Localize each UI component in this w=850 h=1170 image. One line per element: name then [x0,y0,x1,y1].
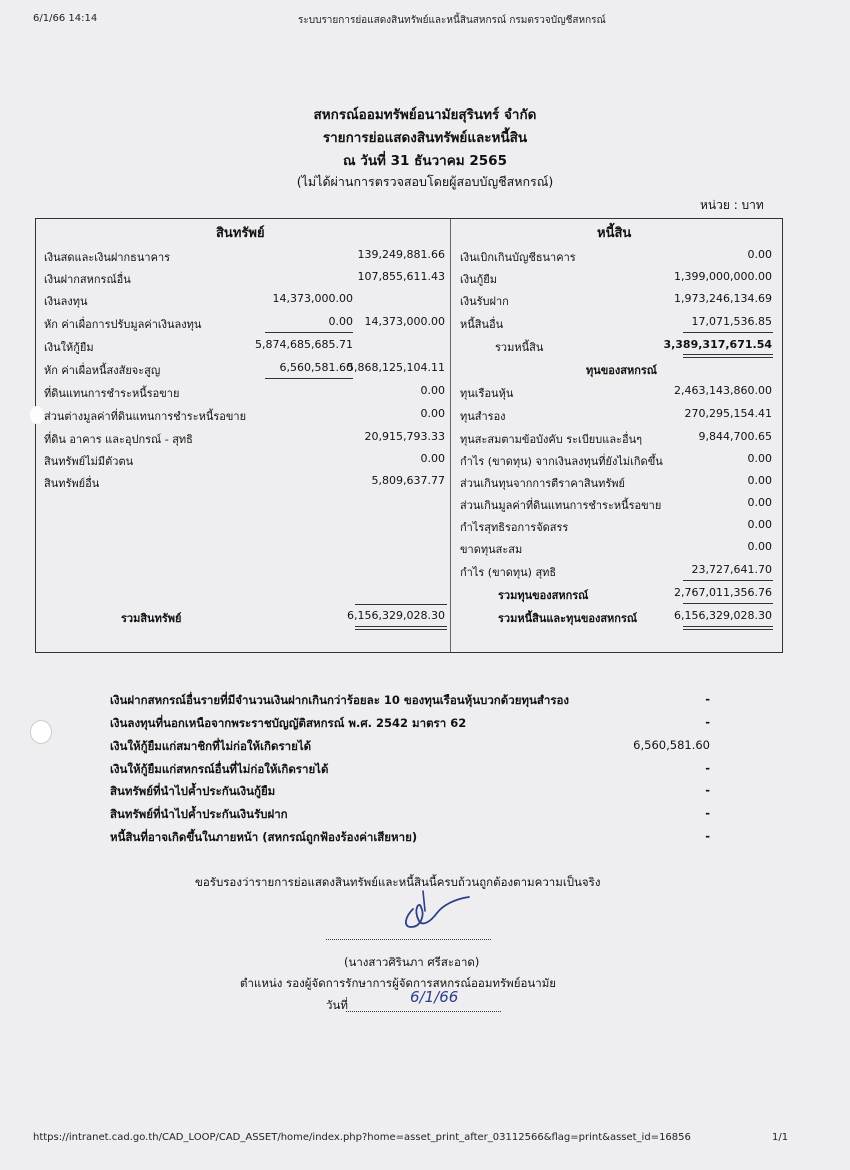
note-label: สินทรัพย์ที่นำไปค้ำประกันเงินรับฝาก [110,807,288,821]
liability-total-double-underline [683,357,773,358]
page-number: 1/1 [772,1132,789,1143]
equity-value: 270,295,154.41 [684,407,772,420]
liability-label: หนี้สินอื่น [460,318,504,331]
asset-value: 107,855,611.43 [357,270,445,283]
handwritten-date: 6/1/66 [410,988,459,1006]
asset-subvalue: 0.00 [328,315,353,328]
note-label: สินทรัพย์ที่นำไปค้ำประกันเงินกู้ยืม [110,784,276,798]
asset-value: 0.00 [420,452,445,465]
asset-label: เงินลงทุน [44,295,88,308]
equity-label: ทุนสำรอง [460,410,506,423]
asset-label: เงินให้กู้ยืม [44,341,94,354]
equity-label: ส่วนเกินมูลค่าที่ดินแทนการชำระหนี้รอขาย [460,499,662,512]
asset-value: 5,809,637.77 [371,474,445,487]
signer-position: ตำแหน่ง รองผู้จัดการรักษาการผู้จัดการสหกรณ์ออมทรัพย์อนามัย [240,976,557,990]
equity-label: กำไร (ขาดทุน) สุทธิ [460,566,557,579]
note-value: - [705,715,710,729]
asset-label: เงินสดและเงินฝากธนาคาร [44,251,171,264]
equity-value: 0.00 [747,540,772,553]
note-label: เงินให้กู้ยืมแก่สหกรณ์อื่นที่ไม่ก่อให้เกิดรายได้ [110,762,329,776]
note-value: - [705,829,710,843]
liabilities-header: หนี้สิน [597,226,632,241]
total-overline [355,604,447,605]
assets-total-value: 6,156,329,028.30 [347,609,445,622]
asset-label: ที่ดิน อาคาร และอุปกรณ์ - สุทธิ [44,433,193,446]
asset-label: เงินฝากสหกรณ์อื่น [44,273,131,286]
liability-value: 0.00 [747,248,772,261]
equity-subtotal-underline [683,580,773,581]
asset-label: สินทรัพย์อื่น [44,477,100,490]
subtotal-underline [265,332,353,333]
signature-icon [395,887,475,935]
liability-label: เงินเบิกเกินบัญชีธนาคาร [460,251,576,264]
signer-name: (นางสาวศิรินภา ศรีสะอาด) [344,955,480,969]
note-value: - [705,806,710,820]
equity-label: ส่วนเกินทุนจากการตีราคาสินทรัพย์ [460,477,625,490]
print-system-title: ระบบรายการย่อแสดงสินทรัพย์และหนี้สินสหกรณ์ กรมตรวจบัญชีสหกรณ์ [298,15,606,26]
asset-label: หัก ค่าเผื่อการปรับมูลค่าเงินลงทุน [44,318,202,331]
note-value: 6,560,581.60 [633,738,710,752]
equity-value: 2,463,143,860.00 [674,384,772,397]
note-value: - [705,761,710,775]
print-url: https://intranet.cad.go.th/CAD_LOOP/CAD_ASSET/home/index.php?home=asset_print_after_03112566&flag=print&asset_id=16856 [33,1132,691,1143]
liabilities-total-value: 3,389,317,671.54 [663,338,772,351]
grand-total-double-underline [683,629,773,630]
report-name: รายการย่อแสดงสินทรัพย์และหนี้สิน [322,130,528,146]
liability-subtotal-underline [683,332,773,333]
liability-value: 1,399,000,000.00 [674,270,772,283]
grand-total-underline [683,626,773,627]
signature-line [326,929,491,940]
equity-value: 23,727,641.70 [691,563,772,576]
equity-label: กำไรสุทธิรอการจัดสรร [460,521,569,534]
note-label: เงินฝากสหกรณ์อื่นรายที่มีจำนวนเงินฝากเกินกว่าร้อยละ 10 ของทุนเรือนหุ้นบวกด้วยทุนสำรอง [110,693,570,707]
note-value: - [705,692,710,706]
total-double-underline [355,629,447,630]
liability-total-underline [683,354,773,355]
assets-total-label: รวมสินทรัพย์ [121,612,182,625]
liability-label: เงินกู้ยืม [460,273,498,286]
asset-label: สินทรัพย์ไม่มีตัวตน [44,455,134,468]
equity-total-value: 2,767,011,356.76 [674,586,772,599]
punch-hole-icon [30,406,44,424]
asset-value: 139,249,881.66 [357,248,445,261]
certification-statement: ขอรับรองว่ารายการย่อแสดงสินทรัพย์และหนี้สินนี้ครบถ้วนถูกต้องตามความเป็นจริง [195,875,601,889]
equity-header: ทุนของสหกรณ์ [586,364,658,377]
asset-label: ส่วนต่างมูลค่าที่ดินแทนการชำระหนี้รอขาย [44,410,247,423]
equity-value: 0.00 [747,474,772,487]
asset-label: ที่ดินแทนการชำระหนี้รอขาย [44,387,180,400]
equity-label: ขาดทุนสะสม [460,543,523,556]
equity-label: ทุนเรือนหุ้น [460,387,514,400]
equity-total-underline [683,603,773,604]
note-label: หนี้สินที่อาจเกิดขึ้นในภายหน้า (สหกรณ์ถูกฟ้องร้องค่าเสียหาย) [110,830,418,844]
equity-total-label: รวมทุนของสหกรณ์ [498,589,589,602]
equity-value: 0.00 [747,518,772,531]
equity-value: 0.00 [747,452,772,465]
liability-value: 17,071,536.85 [691,315,772,328]
asset-value: 0.00 [420,384,445,397]
equity-value: 9,844,700.65 [698,430,772,443]
asset-value: 0.00 [420,407,445,420]
report-date: ณ วันที่ 31 ธันวาคม 2565 [343,153,507,169]
audit-note: (ไม่ได้ผ่านการตรวจสอบโดยผู้สอบบัญชีสหกรณ์) [296,174,554,189]
asset-subvalue: 5,874,685,685.71 [255,338,353,351]
asset-subvalue: 6,560,581.60 [279,361,353,374]
liability-label: เงินรับฝาก [460,295,509,308]
total-underline [355,626,447,627]
date-label: วันที่ [326,998,348,1012]
asset-subvalue: 14,373,000.00 [272,292,353,305]
liability-value: 1,973,246,134.69 [674,292,772,305]
punch-hole-icon [30,720,52,744]
assets-header: สินทรัพย์ [216,226,265,241]
asset-value: 14,373,000.00 [364,315,445,328]
print-datetime: 6/1/66 14:14 [33,13,98,24]
asset-value: 20,915,793.33 [364,430,445,443]
liabilities-total-label: รวมหนี้สิน [495,341,544,354]
grand-total-label: รวมหนี้สินและทุนของสหกรณ์ [498,612,638,625]
note-label: เงินลงทุนที่นอกเหนือจากพระราชบัญญัติสหกรณ์ พ.ศ. 2542 มาตรา 62 [110,716,467,730]
subtotal-underline [265,378,353,379]
unit-label: หน่วย : บาท [700,198,764,212]
grand-total-value: 6,156,329,028.30 [674,609,772,622]
column-divider [450,219,451,652]
asset-label: หัก ค่าเผื่อหนี้สงสัยจะสูญ [44,364,161,377]
asset-value: 5,868,125,104.11 [347,361,445,374]
equity-value: 0.00 [747,496,772,509]
note-label: เงินให้กู้ยืมแก่สมาชิกที่ไม่ก่อให้เกิดรายได้ [110,739,312,753]
equity-label: ทุนสะสมตามข้อบังคับ ระเบียบและอื่นๆ [460,433,643,446]
note-value: - [705,783,710,797]
equity-label: กำไร (ขาดทุน) จากเงินลงทุนที่ยังไม่เกิดขึ้น [460,455,663,468]
coop-name: สหกรณ์ออมทรัพย์อนามัยสุรินทร์ จำกัด [313,107,537,123]
